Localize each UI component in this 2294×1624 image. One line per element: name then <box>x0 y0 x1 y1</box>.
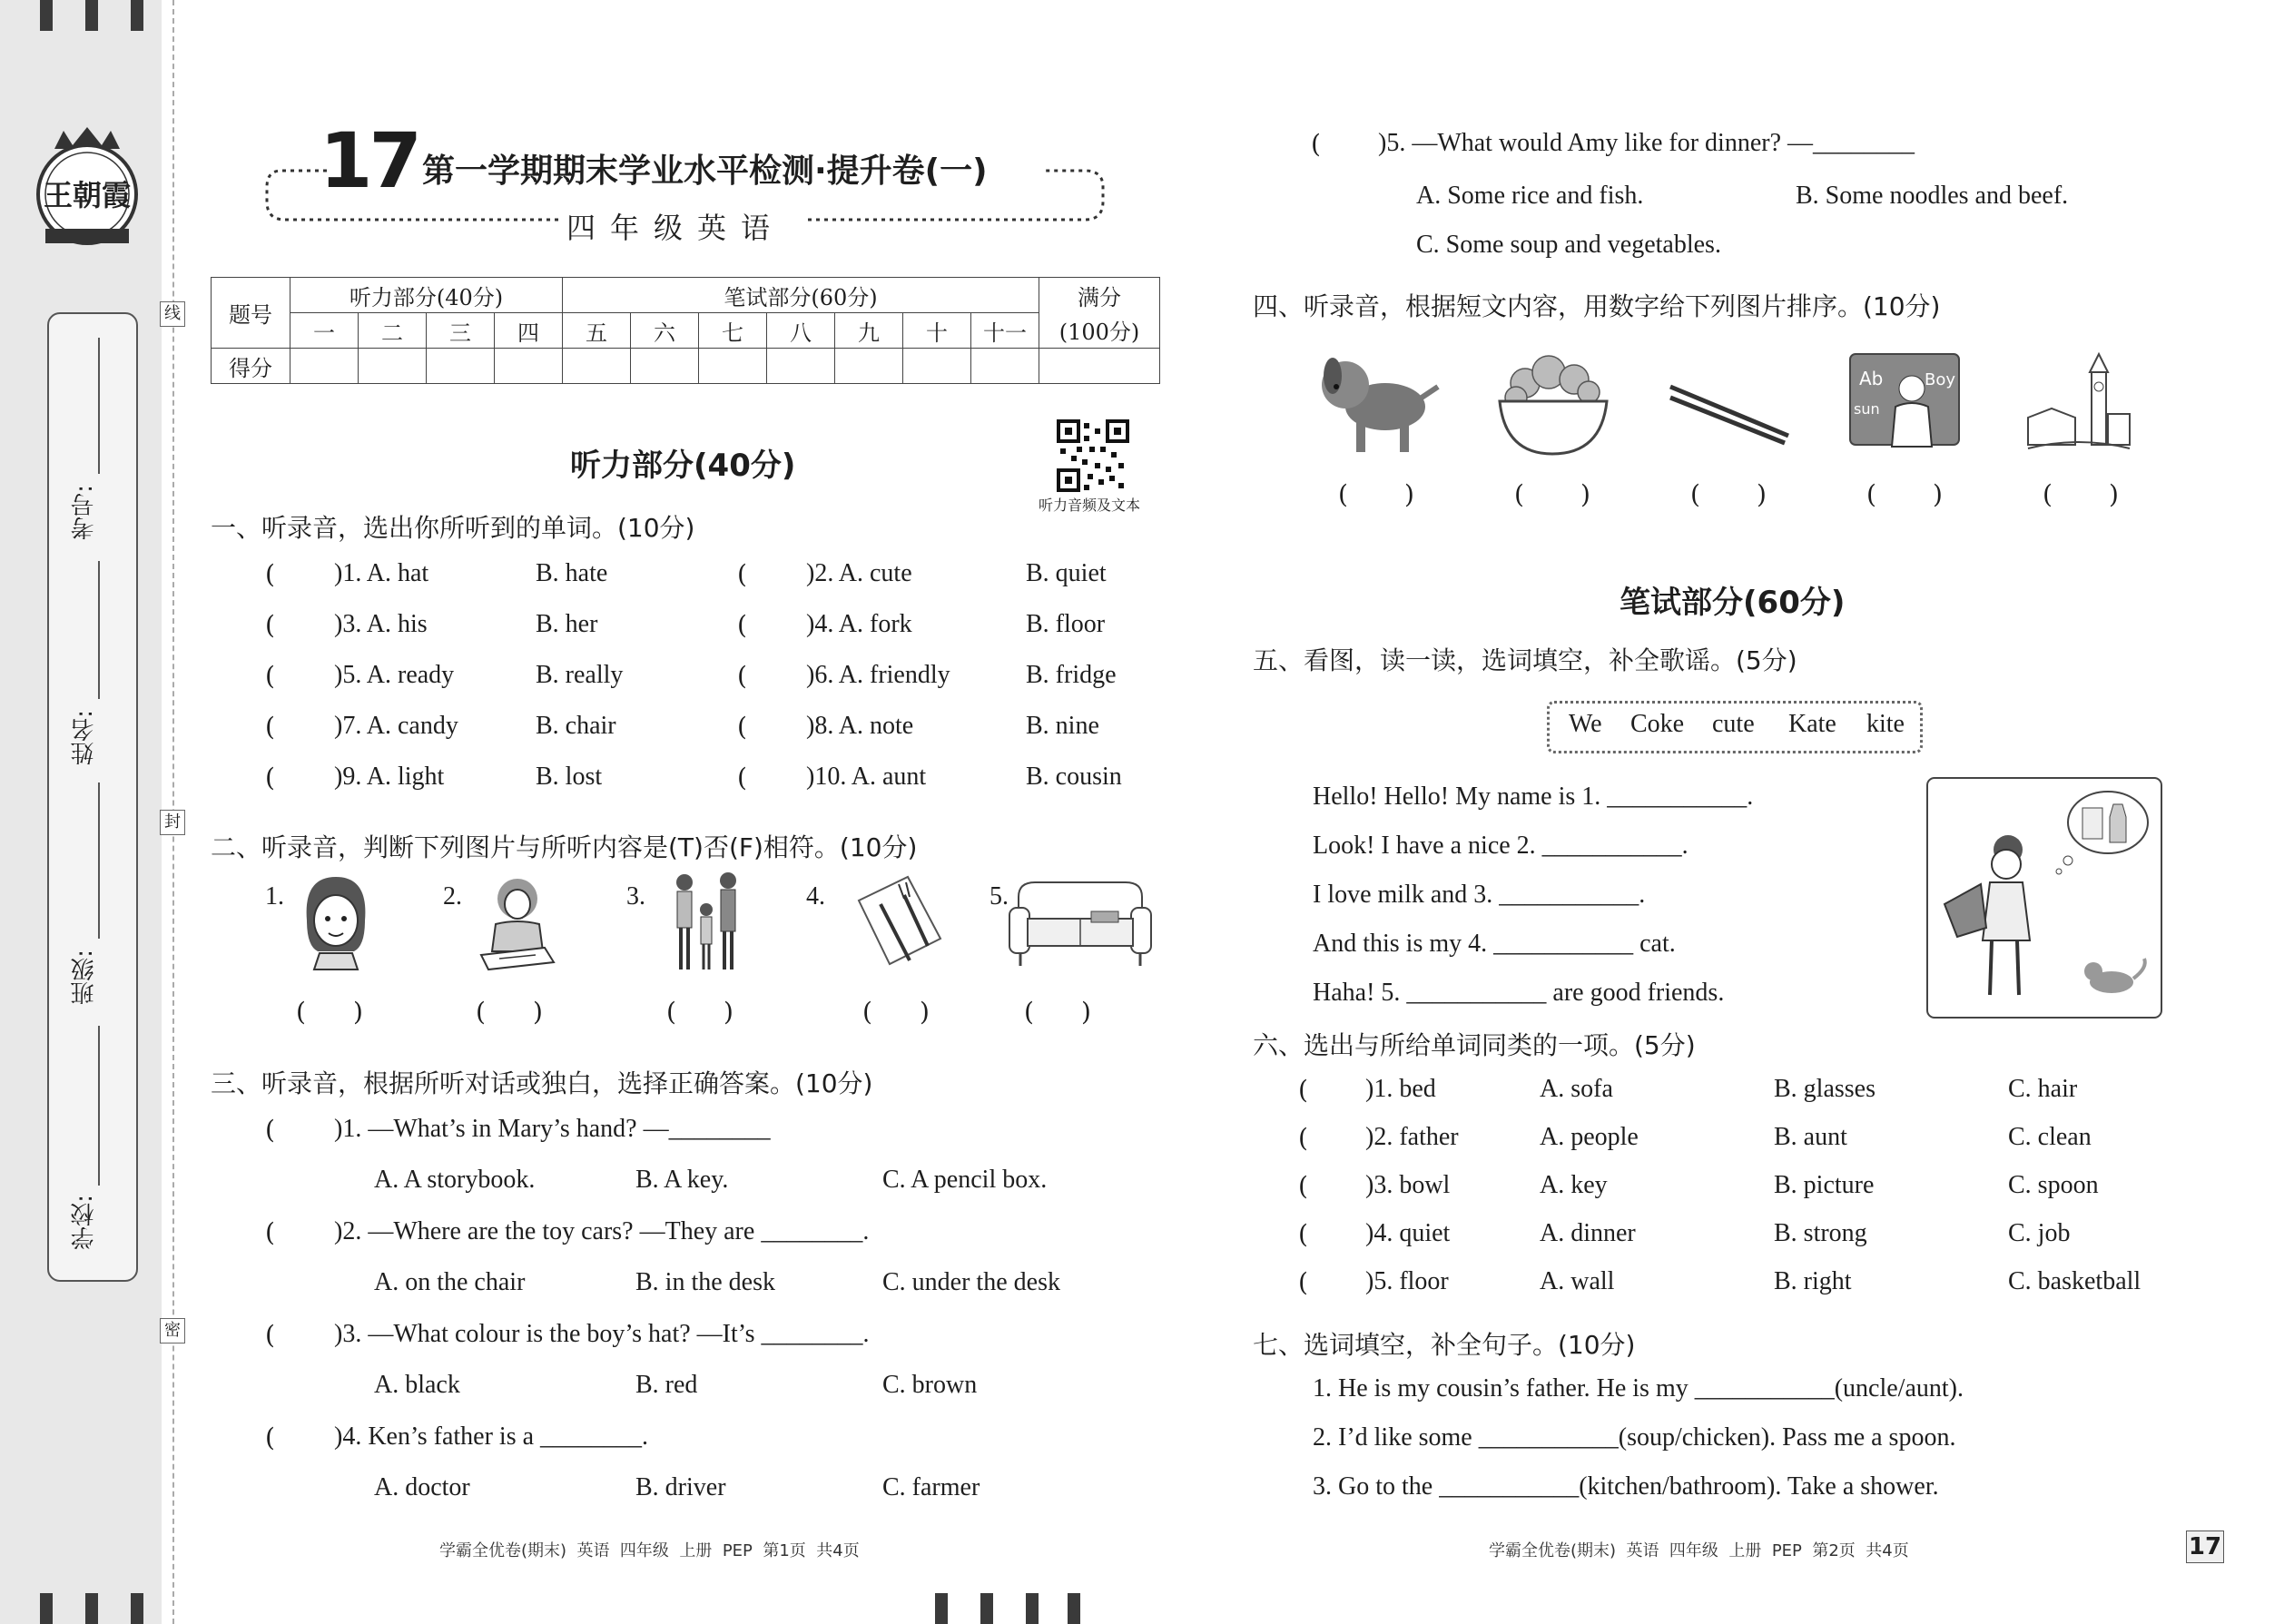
question-text: )2. —Where are the toy cars? —They are ________. <box>334 1217 870 1245</box>
answer-bracket[interactable]: ( <box>265 1422 275 1452</box>
rhyme-line[interactable]: And this is my 4. ___________ cat. <box>1313 930 1676 958</box>
answer-bracket[interactable]: ( <box>737 610 747 640</box>
answer-bracket[interactable]: ( ) <box>2043 479 2119 509</box>
answer-bracket[interactable]: ( <box>265 559 275 589</box>
class-line[interactable] <box>98 782 100 939</box>
answer-bracket[interactable]: ( <box>265 1320 275 1350</box>
answer-bracket[interactable]: ( <box>265 1217 275 1247</box>
section-1-title: 一、听录音，选出你所听到的单词。(10分) <box>211 513 695 543</box>
word-option-b: B. quiet <box>1026 559 1107 587</box>
svg-text:Ab: Ab <box>1859 368 1884 389</box>
col-header: 九 <box>835 313 903 349</box>
option-a: A. sofa <box>1540 1075 1613 1103</box>
row-label: 题号 <box>212 278 290 349</box>
word-option-b: B. hate <box>536 559 608 587</box>
col-header: 七 <box>699 313 767 349</box>
option-c: C. hair <box>2008 1075 2078 1103</box>
option-b: B. right <box>1774 1267 1852 1295</box>
rhyme-line[interactable]: I love milk and 3. ___________. <box>1313 881 1646 909</box>
section-3-title: 三、听录音，根据所听对话或独白，选择正确答案。(10分) <box>211 1068 873 1098</box>
word-option-b: B. cousin <box>1026 763 1122 791</box>
score-cell[interactable] <box>903 349 971 384</box>
word-option-b: B. floor <box>1026 610 1106 638</box>
registration-mark <box>40 0 53 31</box>
score-cell[interactable] <box>767 349 835 384</box>
option-c: C. Some soup and vegetables. <box>1416 231 1721 259</box>
written-header: 笔试部分(60分) <box>563 278 1039 313</box>
total-value: (100分) <box>1039 313 1160 349</box>
footer-right: 学霸全优卷(期末) 英语 四年级 上册 PEP 第2页 共4页 <box>1489 1541 1909 1560</box>
word-option-a: )6. A. friendly <box>806 661 950 689</box>
given-word: )2. father <box>1365 1123 1459 1151</box>
given-word: )3. bowl <box>1365 1171 1451 1199</box>
option-b: B. aunt <box>1774 1123 1847 1151</box>
question-text: )1. —What’s in Mary’s hand? —________ <box>334 1115 771 1143</box>
word-option-b: B. chair <box>536 712 616 740</box>
word-option-a: )9. A. light <box>334 763 445 791</box>
section-4-title: 四、听录音，根据短文内容，用数字给下列图片排序。(10分) <box>1253 291 1941 321</box>
student-info-box <box>47 312 138 1282</box>
seal-char: 线 <box>160 301 185 327</box>
paper-title: 第一学期期末学业水平检测·提升卷(一) <box>422 153 988 190</box>
option-a: A. doctor <box>374 1473 470 1501</box>
answer-bracket[interactable]: ( <box>737 661 747 691</box>
answer-bracket[interactable]: ( ) <box>1866 479 1943 509</box>
option-c: C. under the desk <box>882 1268 1060 1296</box>
question-text: )4. Ken’s father is a ________. <box>334 1422 649 1451</box>
option-a: A. black <box>374 1371 460 1399</box>
score-cell[interactable] <box>427 349 495 384</box>
rhyme-line[interactable]: Look! I have a nice 2. ___________. <box>1313 832 1689 860</box>
teacher-board-picture <box>1848 352 1961 454</box>
listening-title: 听力部分(40分) <box>570 448 796 484</box>
word-bank-item: Coke <box>1630 710 1685 738</box>
name-label: 姓名: <box>71 710 98 765</box>
word-option-b: B. nine <box>1026 712 1099 740</box>
col-header: 五 <box>563 313 631 349</box>
option-c: C. spoon <box>2008 1171 2099 1199</box>
option-b: B. red <box>635 1371 698 1399</box>
name-line[interactable] <box>98 561 100 699</box>
answer-bracket[interactable]: ( <box>265 610 275 640</box>
option-b: B. A key. <box>635 1166 729 1194</box>
given-word: )5. floor <box>1365 1267 1449 1295</box>
listening-header: 听力部分(40分) <box>290 278 563 313</box>
col-header: 二 <box>359 313 427 349</box>
answer-bracket[interactable]: ( <box>737 712 747 742</box>
given-word: )4. quiet <box>1365 1219 1451 1247</box>
word-option-b: B. lost <box>536 763 603 791</box>
answer-bracket[interactable]: ( ) <box>1338 479 1414 509</box>
score-cell[interactable] <box>631 349 699 384</box>
option-b: B. Some noodles and beef. <box>1796 182 2069 210</box>
qr-caption: 听力音频及文本 <box>1039 497 1141 514</box>
word-bank-item: kite <box>1866 710 1905 738</box>
word-bank-item: We <box>1569 710 1602 738</box>
answer-bracket[interactable]: ( <box>265 661 275 691</box>
option-b: B. glasses <box>1774 1075 1876 1103</box>
svg-text:sun: sun <box>1854 400 1880 418</box>
word-bank-item: cute <box>1712 710 1755 738</box>
answer-bracket[interactable]: ( ) <box>476 997 543 1027</box>
answer-bracket[interactable]: ( <box>1298 1267 1308 1297</box>
school-label: 学校: <box>71 1195 98 1250</box>
score-cell[interactable] <box>699 349 767 384</box>
fill-sentence[interactable]: 1. He is my cousin’s father. He is my ___________(uncle/aunt). <box>1313 1374 1964 1403</box>
word-option-b: B. really <box>536 661 624 689</box>
answer-bracket[interactable]: ( ) <box>1690 479 1767 509</box>
score-cell[interactable] <box>1039 349 1160 384</box>
question-text: )5. —What would Amy like for dinner? —________ <box>1378 129 1915 157</box>
pic-number: 3. <box>626 882 645 910</box>
col-header: 三 <box>427 313 495 349</box>
registration-mark <box>131 1593 143 1624</box>
col-header: 六 <box>631 313 699 349</box>
answer-bracket[interactable]: ( <box>1298 1171 1308 1201</box>
registration-mark <box>40 1593 53 1624</box>
word-option-a: )7. A. candy <box>334 712 458 740</box>
col-header: 十一 <box>971 313 1039 349</box>
exam-number-line[interactable] <box>98 338 100 474</box>
option-c: C. basketball <box>2008 1267 2141 1295</box>
answer-bracket[interactable]: ( <box>1298 1219 1308 1249</box>
answer-bracket[interactable]: ( <box>1298 1075 1308 1105</box>
logo-text: 王朝霞 <box>43 178 132 212</box>
option-a: A. on the chair <box>374 1268 526 1296</box>
total-header: 满分 <box>1039 278 1160 313</box>
option-a: A. A storybook. <box>374 1166 536 1194</box>
city-picture <box>2024 354 2133 454</box>
score-cell[interactable] <box>563 349 631 384</box>
answer-bracket[interactable]: ( <box>1311 129 1321 159</box>
option-c: C. farmer <box>882 1473 980 1501</box>
sofa-picture <box>1008 879 1153 969</box>
girl-picture <box>300 873 372 969</box>
option-b: B. picture <box>1774 1171 1875 1199</box>
score-cell[interactable] <box>495 349 563 384</box>
word-option-a: )3. A. his <box>334 610 428 638</box>
qr-code-icon[interactable] <box>1057 419 1129 492</box>
rhyme-line[interactable]: Haha! 5. ___________ are good friends. <box>1313 979 1725 1007</box>
puppy-picture <box>1313 349 1440 458</box>
option-c: C. clean <box>2008 1123 2092 1151</box>
salad-bowl-picture <box>1494 349 1612 458</box>
answer-bracket[interactable]: ( <box>1298 1123 1308 1153</box>
given-word: )1. bed <box>1365 1075 1436 1103</box>
score-table <box>211 277 1160 384</box>
school-line[interactable] <box>98 1026 100 1186</box>
word-bank-item: Kate <box>1788 710 1836 738</box>
question-text: )3. —What colour is the boy’s hat? —It’s ________. <box>334 1320 870 1348</box>
option-a: A. wall <box>1540 1267 1615 1295</box>
fill-sentence[interactable]: 2. I’d like some ___________(soup/chicken). Pass me a spoon. <box>1313 1423 1956 1452</box>
answer-bracket[interactable]: ( ) <box>1514 479 1590 509</box>
option-c: C. A pencil box. <box>882 1166 1048 1194</box>
answer-bracket[interactable]: ( <box>737 763 747 792</box>
score-cell[interactable] <box>971 349 1039 384</box>
pic-number: 1. <box>265 882 284 910</box>
svg-text:Boy: Boy <box>1925 370 1956 389</box>
option-b: B. strong <box>1774 1219 1867 1247</box>
score-cell[interactable] <box>835 349 903 384</box>
option-a: A. people <box>1540 1123 1639 1151</box>
answer-bracket[interactable]: ( <box>737 559 747 589</box>
answer-bracket[interactable]: ( <box>265 712 275 742</box>
option-c: C. brown <box>882 1371 978 1399</box>
option-a: A. key <box>1540 1171 1608 1199</box>
score-label: 得分 <box>212 349 290 384</box>
col-header: 八 <box>767 313 835 349</box>
girl-kite-cat-picture <box>1926 777 2164 1020</box>
registration-mark <box>85 0 98 31</box>
registration-mark <box>935 1593 948 1624</box>
word-option-a: )5. A. ready <box>334 661 455 689</box>
section-2-title: 二、听录音，判断下列图片与所听内容是(T)否(F)相符。(10分) <box>211 832 918 862</box>
chopsticks-picture <box>1667 372 1794 445</box>
paper-subtitle: 四年级英语 <box>566 211 785 245</box>
footer-left: 学霸全优卷(期末) 英语 四年级 上册 PEP 第1页 共4页 <box>439 1541 860 1560</box>
answer-bracket[interactable]: ( <box>265 763 275 792</box>
written-title: 笔试部分(60分) <box>1620 585 1846 621</box>
word-option-b: B. her <box>536 610 598 638</box>
option-b: B. in the desk <box>635 1268 775 1296</box>
section-7-title: 七、选词填空，补全句子。(10分) <box>1253 1330 1636 1360</box>
seal-char: 密 <box>160 1318 185 1343</box>
pic-number: 2. <box>443 882 462 910</box>
answer-bracket[interactable]: ( ) <box>862 997 930 1027</box>
registration-mark <box>1026 1593 1039 1624</box>
knife-fork-picture <box>853 873 944 969</box>
section-6-title: 六、选出与所给单词同类的一项。(5分) <box>1253 1030 1696 1060</box>
col-header: 一 <box>290 313 359 349</box>
girl-drawing-picture <box>472 875 563 971</box>
registration-mark <box>1068 1593 1080 1624</box>
col-header: 十 <box>903 313 971 349</box>
col-header: 四 <box>495 313 563 349</box>
answer-bracket[interactable]: ( <box>265 1115 275 1145</box>
pic-number: 4. <box>806 882 825 910</box>
registration-mark <box>980 1593 993 1624</box>
option-a: A. Some rice and fish. <box>1416 182 1644 210</box>
word-option-a: )2. A. cute <box>806 559 912 587</box>
section-5-title: 五、看图，读一读，选词填空，补全歌谣。(5分) <box>1253 645 1797 675</box>
answer-bracket[interactable]: ( ) <box>666 997 733 1027</box>
exam-number-label: 考号: <box>71 485 98 540</box>
registration-mark <box>131 0 143 31</box>
option-a: A. dinner <box>1540 1219 1636 1247</box>
family-picture <box>672 870 744 973</box>
answer-bracket[interactable]: ( ) <box>296 997 363 1027</box>
word-option-a: )1. A. hat <box>334 559 429 587</box>
word-option-b: B. fridge <box>1026 661 1117 689</box>
word-option-a: )10. A. aunt <box>806 763 927 791</box>
rhyme-line[interactable]: Hello! Hello! My name is 1. ___________. <box>1313 782 1754 811</box>
score-cell[interactable] <box>290 349 359 384</box>
answer-bracket[interactable]: ( ) <box>1024 997 1091 1027</box>
page-badge: 17 <box>2186 1530 2224 1563</box>
registration-mark <box>85 1593 98 1624</box>
fill-sentence[interactable]: 3. Go to the ___________(kitchen/bathroom). Take a shower. <box>1313 1472 1939 1501</box>
score-cell[interactable] <box>359 349 427 384</box>
option-b: B. driver <box>635 1473 726 1501</box>
option-c: C. job <box>2008 1219 2071 1247</box>
publisher-logo <box>34 127 140 247</box>
pic-number: 5. <box>989 882 1009 910</box>
word-option-a: )4. A. fork <box>806 610 912 638</box>
class-label: 班级: <box>71 950 98 1005</box>
word-option-a: )8. A. note <box>806 712 914 740</box>
paper-number: 17 <box>320 116 418 205</box>
seal-char: 封 <box>160 810 185 835</box>
